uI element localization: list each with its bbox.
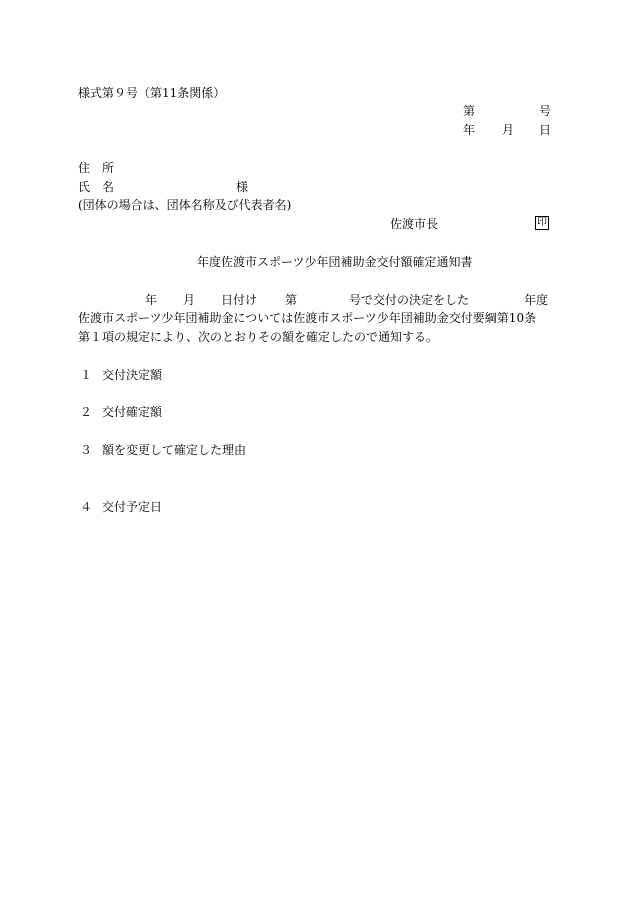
date-day: 日 xyxy=(539,123,552,137)
address-label: 住 所 xyxy=(78,161,115,175)
item-3-number: ３ xyxy=(80,443,93,457)
body-line-2: 佐渡市スポーツ少年団補助金については佐渡市スポーツ少年団補助金交付要綱第10条 xyxy=(78,311,537,325)
document-title: 年度佐渡市スポーツ少年団補助金交付額確定通知書 xyxy=(197,255,473,269)
name-label: 氏 名 xyxy=(78,180,115,194)
body-line-3: 第１項の規定により、次のとおりその額を確定したので通知する。 xyxy=(78,330,439,344)
item-1-number: １ xyxy=(80,368,93,382)
item-4-label: 交付予定日 xyxy=(102,500,163,514)
date-year: 年 xyxy=(463,123,476,137)
body-date-suffix: 日付け xyxy=(221,293,258,307)
item-1-label: 交付決定額 xyxy=(102,368,163,382)
item-3-label: 額を変更して確定した理由 xyxy=(102,443,247,457)
issuer-title: 佐渡市長 xyxy=(390,217,439,231)
body-fiscal-year: 年度 xyxy=(524,293,549,307)
ref-dai: 第 xyxy=(463,104,476,118)
honorific: 様 xyxy=(236,180,249,194)
body-month: 月 xyxy=(183,293,196,307)
body-decision-text: 号で交付の決定をした xyxy=(349,293,470,307)
item-2-number: ２ xyxy=(80,405,93,419)
seal-mark: 印 xyxy=(537,217,547,228)
item-4-number: ４ xyxy=(80,500,93,514)
org-note: (団体の場合は、団体名称及び代表者名) xyxy=(78,198,292,212)
body-year: 年 xyxy=(145,293,158,307)
body-dai: 第 xyxy=(285,293,298,307)
ref-go: 号 xyxy=(539,104,552,118)
item-2-label: 交付確定額 xyxy=(102,405,163,419)
form-number: 様式第９号（第11条関係） xyxy=(78,86,226,100)
date-month: 月 xyxy=(502,123,515,137)
